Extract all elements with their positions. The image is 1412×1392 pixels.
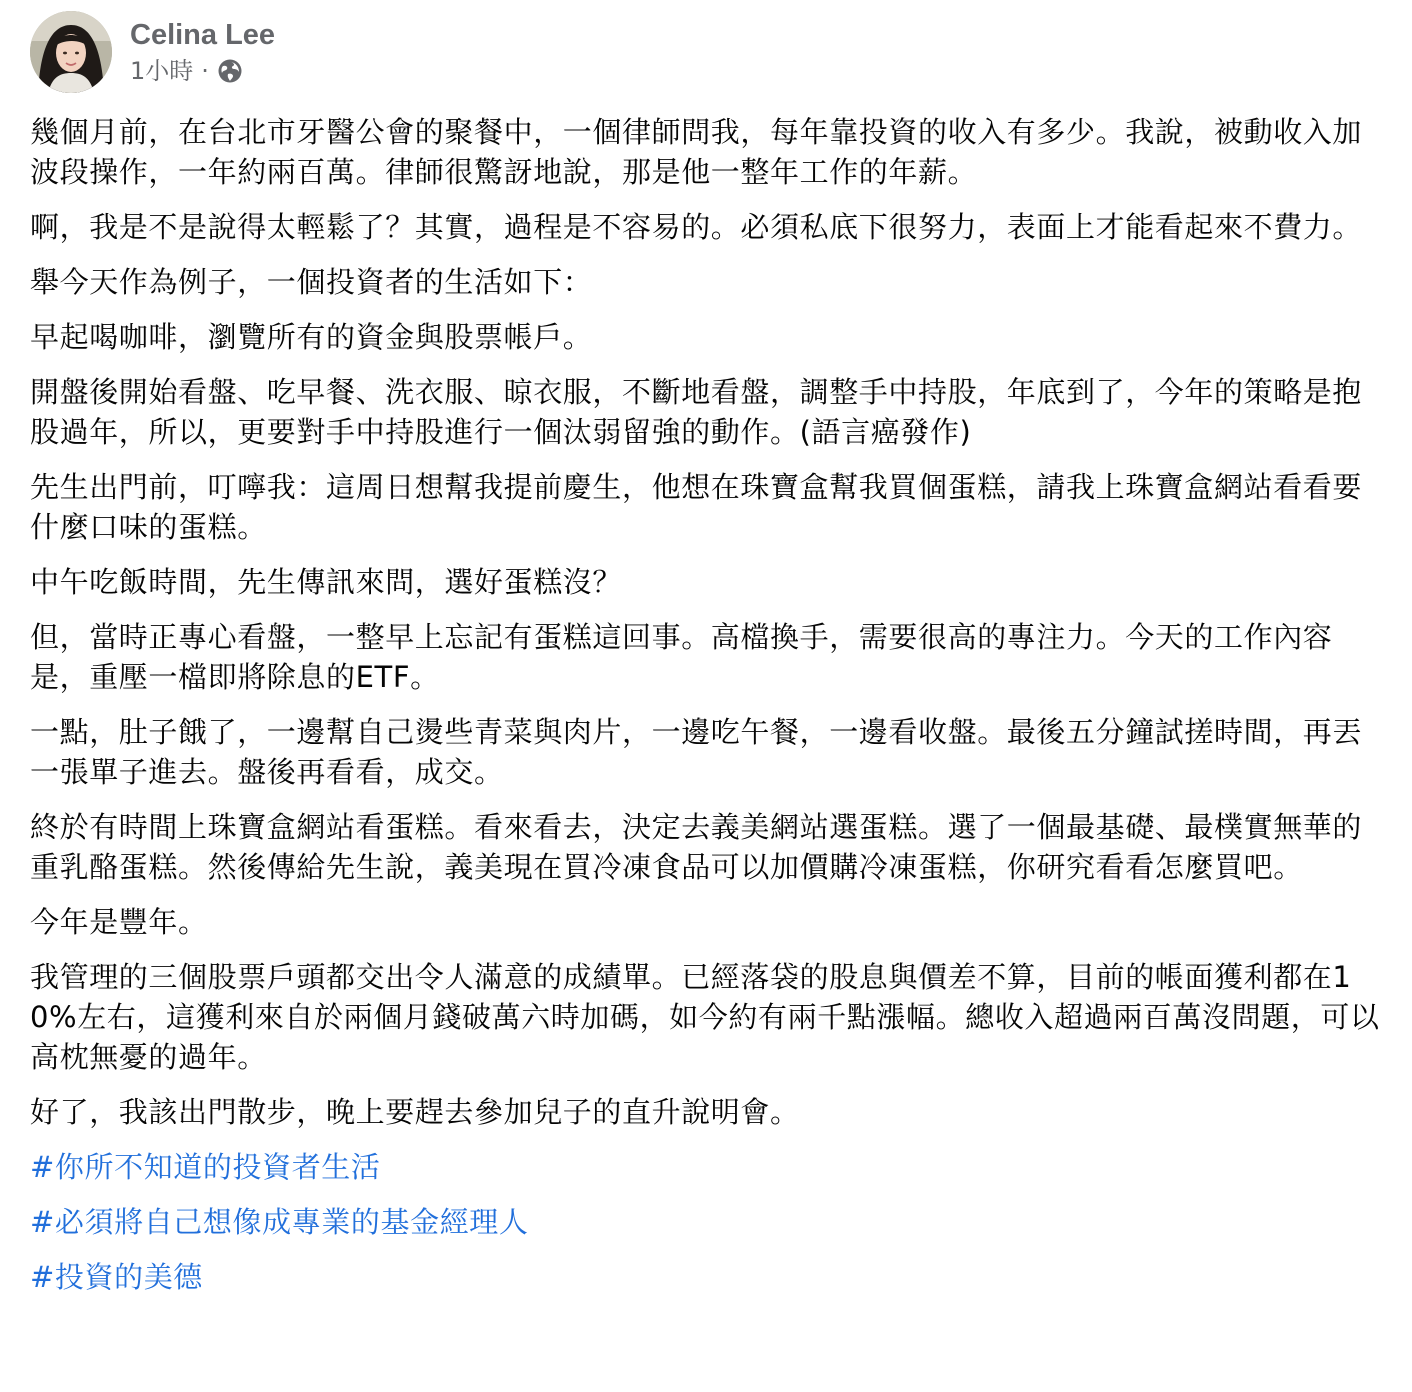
post-body [30,112,1382,1297]
globe-icon[interactable] [217,58,243,84]
hashtag-link[interactable]: #投資的美德 [30,1260,203,1294]
post-paragraph: 終於有時間上珠寶盒網站看蛋糕。看來看去，決定去義美網站選蛋糕。選了一個最基礎、最樸實無華的重乳酪蛋糕。然後傳給先生說，義美現在買冷凍食品可以加價購冷凍蛋糕，你研究看看怎麼買吧。 [30,810,1363,884]
post-paragraph: 我管理的三個股票戶頭都交出令人滿意的成績單。已經落袋的股息與價差不算，目前的帳面獲利都在10%左右，這獲利來自於兩個月錢破萬六時加碼，如今約有兩千點漲幅。總收入超過兩百萬沒問題，可以高枕無憂的過年。 [30,960,1380,1074]
post-timestamp[interactable]: 1小時 [130,57,194,85]
post-paragraph: 好了，我該出門散步，晚上要趕去參加兒子的直升說明會。 [30,1095,800,1129]
post-paragraph: 幾個月前，在台北市牙醫公會的聚餐中，一個律師問我，每年靠投資的收入有多少。我說，被動收入加波段操作，一年約兩百萬。律師很驚訝地說，那是他一整年工作的年薪。 [30,115,1363,189]
avatar-photo-icon [30,11,112,93]
separator-dot: · [201,57,209,85]
avatar[interactable] [30,11,112,93]
post-paragraph: 啊，我是不是說得太輕鬆了？其實，過程是不容易的。必須私底下很努力，表面上才能看起來不費力。 [30,210,1363,244]
post-paragraph: 早起喝咖啡，瀏覽所有的資金與股票帳戶。 [30,320,593,354]
author-name[interactable]: Celina Lee [130,19,276,51]
post-paragraph: 但，當時正專心看盤，一整早上忘記有蛋糕這回事。高檔換手，需要很高的專注力。今天的工作內容是，重壓一檔即將除息的ETF。 [30,620,1333,694]
post-paragraph: 一點，肚子餓了，一邊幫自己燙些青菜與肉片，一邊吃午餐，一邊看收盤。最後五分鐘試搓時間，再丟一張單子進去。盤後再看看，成交。 [30,715,1363,789]
post-paragraph: 舉今天作為例子，一個投資者的生活如下： [30,265,593,299]
post-subline [130,55,275,87]
post-paragraph: 中午吃飯時間，先生傳訊來問，選好蛋糕沒？ [30,565,623,599]
hashtag-link[interactable]: #必須將自己想像成專業的基金經理人 [30,1205,529,1239]
post-paragraph: 先生出門前，叮嚀我：這周日想幫我提前慶生，他想在珠寶盒幫我買個蛋糕，請我上珠寶盒網站看看要什麼口味的蛋糕。 [30,470,1363,544]
post-header [30,12,1382,92]
post-paragraph: 開盤後開始看盤、吃早餐、洗衣服、晾衣服，不斷地看盤，調整手中持股，年底到了，今年的策略是抱股過年，所以，更要對手中持股進行一個汰弱留強的動作。(語言癌發作) [30,375,1363,449]
hashtag-link[interactable]: #你所不知道的投資者生活 [30,1150,381,1184]
post-meta [130,17,275,87]
post-paragraph: 今年是豐年。 [30,905,208,939]
